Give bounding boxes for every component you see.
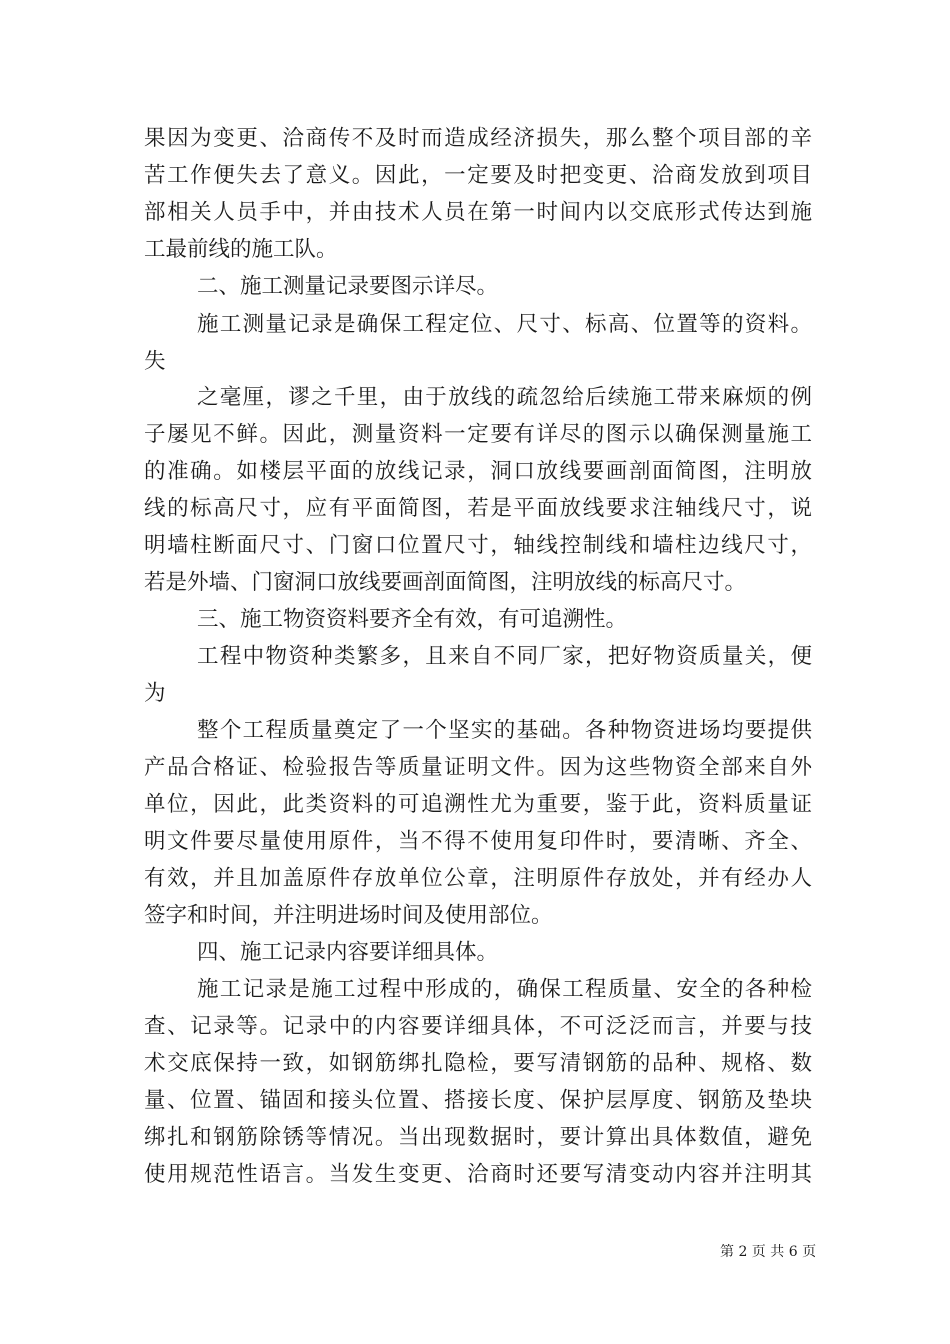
page-number: 第 2 页 共 6 页 [720,1244,817,1260]
section-heading: 四、施工记录内容要详细具体。 [197,940,499,965]
text-line: 苦工作便失去了意义。因此，一定要及时把变更、洽商发放到项目 [144,163,812,188]
text-line: 签字和时间，并注明进场时间及使用部位。 [144,903,553,928]
text-line: 施工记录是施工过程中形成的，确保工程质量、安全的各种检 [197,977,812,1002]
section-heading: 三、施工物资资料要齐全有效，有可追溯性。 [197,607,628,632]
text-line: 工最前线的施工队。 [144,237,338,262]
text-line: 有效，并且加盖原件存放单位公章，注明原件存放处，并有经办人 [144,866,812,891]
text-line: 整个工程质量奠定了一个坚实的基础。各种物资进场均要提供 [197,718,812,743]
text-line: 失 [144,349,166,374]
text-line: 产品合格证、检验报告等质量证明文件。因为这些物资全部来自外 [144,755,812,780]
text-line: 使用规范性语言。当发生变更、洽商时还要写清变动内容并注明其 [144,1162,812,1187]
text-line: 子屡见不鲜。因此，测量资料一定要有详尽的图示以确保测量施工 [144,422,812,447]
text-line: 明文件要尽量使用原件，当不得不使用复印件时，要清晰、齐全、 [144,829,812,854]
text-line: 查、记录等。记录中的内容要详细具体，不可泛泛而言，并要与技 [144,1014,812,1039]
text-line: 施工测量记录是确保工程定位、尺寸、标高、位置等的资料。 [197,312,812,337]
text-line: 之毫厘，谬之千里，由于放线的疏忽给后续施工带来麻烦的例 [197,385,812,410]
text-line: 的准确。如楼层平面的放线记录，洞口放线要画剖面简图，注明放 [144,459,812,484]
section-heading: 二、施工测量记录要图示详尽。 [197,274,499,299]
text-line: 绑扎和钢筋除锈等情况。当出现数据时，要计算出具体数值，避免 [144,1125,812,1150]
text-line: 明墙柱断面尺寸、门窗口位置尺寸，轴线控制线和墙柱边线尺寸， [144,533,812,558]
text-line: 若是外墙、门窗洞口放线要画剖面简图，注明放线的标高尺寸。 [144,570,747,595]
text-line: 工程中物资种类繁多，且来自不同厂家，把好物资质量关，便 [197,644,812,669]
text-line: 为 [144,681,166,706]
text-line: 线的标高尺寸，应有平面简图，若是平面放线要求注轴线尺寸，说 [144,496,812,521]
text-line: 术交底保持一致，如钢筋绑扎隐检，要写清钢筋的品种、规格、数 [144,1051,812,1076]
text-line: 部相关人员手中，并由技术人员在第一时间内以交底形式传达到施 [144,200,812,225]
text-line: 量、位置、锚固和接头位置、搭接长度、保护层厚度、钢筋及垫块 [144,1088,812,1113]
text-line: 单位，因此，此类资料的可追溯性尤为重要，鉴于此，资料质量证 [144,792,812,817]
text-line: 果因为变更、洽商传不及时而造成经济损失，那么整个项目部的辛 [144,126,812,151]
